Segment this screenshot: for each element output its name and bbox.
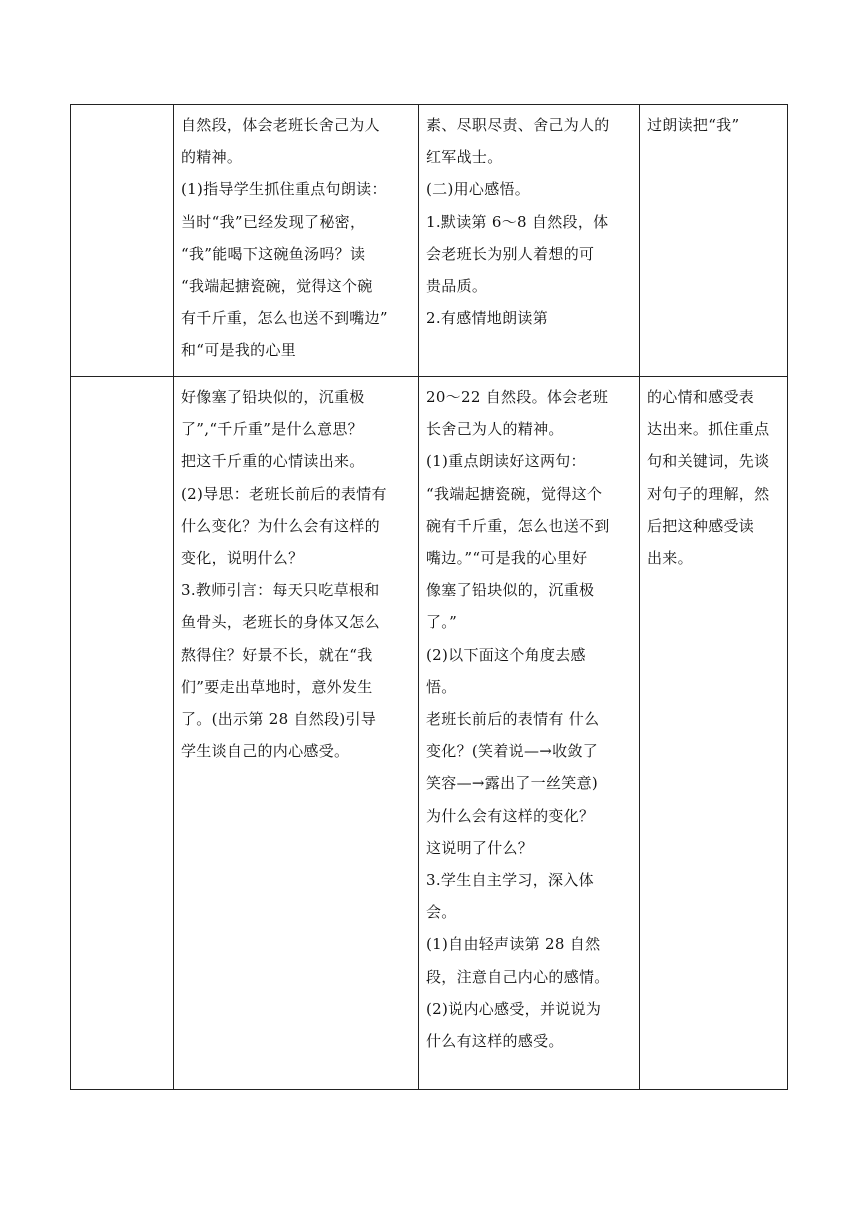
text-line: (1)重点朗读好这两句：	[426, 452, 586, 471]
text-line: 变化，说明什么？	[181, 549, 304, 568]
text-line: (2)说内心感受，并说说为	[426, 999, 602, 1018]
text-line: 过朗读把“我”	[647, 116, 740, 134]
text-line: 什么变化？为什么会有这样的	[181, 516, 380, 535]
text-line: “我端起搪瓷碗，觉得这个	[426, 484, 603, 503]
text-line: 3.教师引言：每天只吃草根和	[181, 581, 380, 600]
text-line: 像塞了铅块似的，沉重极	[426, 581, 595, 600]
text-line: “我端起搪瓷碗，觉得这个碗	[181, 277, 373, 296]
text-line: 变化？(笑着说—→收敛了	[426, 742, 599, 761]
text-line: (1)指导学生抓住重点句朗读：	[181, 180, 387, 199]
text-line: 会。	[426, 903, 457, 922]
cell-student-activity	[419, 377, 640, 1090]
text-line: 3.学生自主学习，深入体	[426, 871, 594, 890]
text-line: 当时“我”已经发现了秘密，	[181, 212, 366, 231]
text-line: 有千斤重，怎么也送不到嘴边”	[181, 309, 388, 328]
text-line: 什么有这样的感受。	[426, 1032, 564, 1051]
text-line: 的心情和感受表	[647, 388, 755, 406]
table-row	[71, 105, 788, 377]
text-line: 鱼骨头，老班长的身体又怎么	[181, 613, 380, 632]
cell-col1	[71, 377, 174, 1090]
text-line: (2)导思：老班长前后的表情有	[181, 484, 387, 503]
text-line: 碗有千斤重，怎么也送不到	[426, 516, 610, 535]
cell-teacher-activity	[174, 377, 419, 1090]
text-line: 对句子的理解，然	[647, 484, 770, 503]
text-line: 把这千斤重的心情读出来。	[181, 452, 365, 471]
text-line: 笑容—→露出了一丝笑意)	[426, 774, 599, 793]
text-line: 出来。	[647, 549, 693, 568]
text-line: 段，注意自己内心的感情。	[426, 967, 610, 986]
text-line: 这说明了什么？	[426, 838, 534, 857]
text-line: 长舍己为人的精神。	[426, 420, 564, 439]
text-line: 自然段，体会老班长舍己为人	[181, 116, 380, 134]
text-line: (二)用心感悟。	[426, 180, 531, 199]
text-line: 熬得住？好景不长，就在“我	[181, 645, 373, 664]
text-line: 2.有感情地朗读第	[426, 309, 549, 328]
text-line: 素、尽职尽责、舍己为人的	[426, 116, 610, 134]
text-line: 悟。	[426, 677, 457, 696]
text-line: 了”,“千斤重”是什么意思？	[181, 420, 363, 439]
text-line: 会老班长为别人着想的可	[426, 244, 595, 263]
cell-design-intent	[640, 105, 788, 377]
cell-student-activity	[419, 105, 640, 377]
text-line: 后把这种感受读	[647, 516, 755, 535]
text-line: 1.默读第 6～8 自然段，体	[426, 212, 609, 231]
table-row	[71, 377, 788, 1090]
text-line: 嘴边。”“可是我的心里好	[426, 549, 588, 568]
cell-design-intent	[640, 377, 788, 1090]
text-line: 的精神。	[181, 148, 243, 167]
text-line: 好像塞了铅块似的，沉重极	[181, 388, 365, 406]
text-line: 学生谈自己的内心感受。	[181, 742, 350, 761]
text-line: 了。”	[426, 613, 458, 632]
text-line: 们”要走出草地时，意外发生	[181, 677, 373, 696]
text-line: 达出来。抓住重点	[647, 420, 770, 439]
text-line: 老班长前后的表情有 什么	[426, 710, 600, 729]
lesson-table	[70, 104, 788, 1090]
text-line: 20～22 自然段。体会老班	[426, 388, 609, 406]
text-line: (1)自由轻声读第 28 自然	[426, 935, 601, 954]
text-line: (2)以下面这个角度去感	[426, 645, 586, 664]
text-line: 句和关键词，先谈	[647, 452, 770, 471]
cell-col1	[71, 105, 174, 377]
text-line: 为什么会有这样的变化？	[426, 806, 595, 825]
text-line: 贵品质。	[426, 277, 488, 296]
text-line: “我”能喝下这碗鱼汤吗？读	[181, 244, 366, 263]
cell-teacher-activity	[174, 105, 419, 377]
text-line: 红军战士。	[426, 148, 503, 167]
text-line: 了。(出示第 28 自然段)引导	[181, 710, 377, 729]
text-line: 和“可是我的心里	[181, 341, 297, 360]
